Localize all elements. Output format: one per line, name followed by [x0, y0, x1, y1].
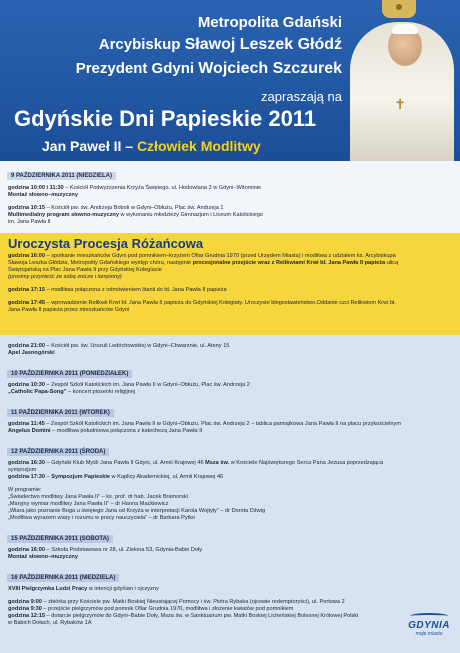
day4-t2-dash: –: [45, 474, 52, 480]
day3-desc: [0, 428, 460, 435]
gdynia-logo: [408, 613, 450, 637]
day1-event2: [0, 205, 460, 212]
procession-p1: [0, 253, 460, 260]
day6-r1-time: godzina 9:00: [8, 599, 42, 605]
day1-e1-text: – Kościół Podwyższenia Krzyża Świętego, ul. Hodowlana 3 w Gdyni–Witominie: [63, 185, 262, 191]
day4-t1-b: Msza św.: [205, 460, 230, 466]
day4-t2-b: Sympozjum Papieskie: [51, 474, 110, 480]
day4-t1-text: – Gdyński Klub Myśli Jana Pawła II Gdyni, ul. Armii Krajowej 46: [45, 460, 206, 466]
day1-event1-desc: [0, 192, 460, 199]
host-title-3: Prezydent Gdyni: [75, 60, 199, 77]
day2-desc: [0, 389, 460, 396]
crest-detail-icon: [396, 4, 402, 10]
host-line-1: Metropolita Gdański: [197, 14, 342, 31]
procession-p2-text: – modlitwa połączona z odmówieniem litanii do bł. Jana Pawła II papieża: [45, 287, 227, 293]
day6-head: [0, 586, 460, 593]
procession-p3-line2: Jana Pawła II papieża przez mieszkańców Gdyni: [8, 307, 130, 313]
procession-title: Uroczysta Procesja Różańcowa: [8, 236, 204, 251]
subtitle-right: Człowiek Modlitwy: [136, 138, 261, 154]
day1-e2-b-rest: w wykonaniu młodzieży Gimnazjum i Liceum Katolickiego: [118, 212, 263, 218]
invite-line: zapraszają na: [261, 89, 342, 104]
day5-b: Montaż słowno–muzyczny: [8, 554, 78, 560]
day4-t1: [0, 460, 460, 467]
day4-t2-time: godzina 17:30: [8, 474, 45, 480]
procession-p1-line2: [0, 260, 460, 267]
day6-date: 16 PAŹDZIERNIKA 2011 (NIEDZIELA): [7, 574, 119, 582]
day6-r2-text: – przejście pielgrzymów pod pomnik Ofiar Grudnia 1970, modlitwa i złożenie kwiatów pod pomnikiem: [41, 606, 294, 612]
day6-r1-text: – zbiórka przy Kościele pw. Matki Boskiej Nieustającej Pomocy i św. Piotra Rybaka (ojcowie redemptoryści), ul. Portowa 2: [41, 599, 345, 605]
day6-r3-line2: w Babich Dołach, ul. Rybaków 1A: [8, 620, 92, 626]
day5-time: godzina 16:00: [8, 547, 45, 553]
day4-program-2: „Maryjny wymiar modlitwy Jana Pawła II” – dr Hanna Mackiewicz: [8, 501, 169, 507]
host-line-3: [76, 60, 342, 78]
procession-p1-l2c: ulicą: [385, 260, 399, 266]
day2-event: [0, 382, 460, 389]
day6-r2-time: godzina 9:30: [8, 606, 42, 612]
pectoral-cross-icon: ✝: [394, 96, 406, 112]
host-line-2: [99, 36, 342, 54]
evening-text: – Kościół pw. św. Urszuli Ledóchowskiej w Gdyni–Chwarznie, ul. Ateny 15: [45, 343, 230, 349]
day5-date: 15 PAŹDZIERNIKA 2011 (SOBOTA): [7, 535, 113, 543]
host-title-2: Arcybiskup: [98, 36, 185, 53]
day1-e1-b: Montaż słowno–muzyczny: [8, 192, 78, 198]
day3-time: godzina 11:45: [8, 421, 45, 427]
logo-name: GDYNIA: [408, 620, 450, 631]
procession-p2: [0, 287, 460, 294]
day5-text: – Szkoła Podstawowa nr 28, ul. Zielona 53, Gdynia-Babie Doły: [45, 547, 203, 553]
day6-r3-text: – dotarcie pielgrzymów do Gdyni–Babie Doły, Msza św. w Sanktuarium pw. Matki Boskiej Licheńskiej Bolesnej Królowej Polski: [45, 613, 359, 619]
day4-program-4: „Modlitwa wyrazem wiary i rozumu w pracy nauczyciela” – dr Barbara Pytko: [8, 515, 196, 521]
day6-r2: [0, 606, 460, 613]
day4-date: 12 PAŹDZIERNIKA 2011 (ŚRODA): [7, 448, 109, 456]
evening-event: [0, 343, 460, 350]
day1-e1-time: godzina 10:00 i 11:30: [8, 185, 64, 191]
day3-text: – Zespół Szkół Katolickich im. Jana Pawła II w Gdyni–Obłużu, Plac św. Andrzeja 2 – tablica pamiątkowa Jana Pawła II na placu przykościelnym: [44, 421, 401, 427]
day3-b-rest: – modlitwa południowa połączona z katechezą Jana Pawła II: [50, 428, 203, 434]
program-lower: [0, 335, 460, 653]
procession-p3-time: godzina 17:45: [8, 300, 45, 306]
day2-text: – Zespół Szkół Katolickich im. Jana Pawła II w Gdyni–Obłużu, Plac św. Andrzeja 2: [45, 382, 250, 388]
procession-p1-time: godzina 16:00: [8, 253, 45, 259]
day5-desc: [0, 554, 460, 561]
evening-b: Apel Jasnogórski: [8, 350, 55, 356]
day5-event: [0, 547, 460, 554]
procession-p1-text: – spotkanie mieszkańców Gdyni pod pomnikiem–krzyżem Ofiar Grudnia 1970 (przed Urzędem Miasta) i modlitwa z udziałem ks. Arcybiskupa: [45, 253, 396, 259]
day1-event1: [0, 185, 460, 192]
day6-r1: [0, 599, 460, 606]
procession-p3: [0, 300, 460, 307]
day1-e2-text: – Kościół pw. św. Andrzeja Boboli w Gdyni–Obłużu, Plac św. Andrzeja 1: [45, 205, 224, 211]
day4-program-head: W programie:: [8, 487, 42, 493]
poster-header: [0, 0, 460, 161]
day4-t1-rest: w Kościele Najświętszego Serca Pana Jezusa poprzedzająca: [229, 460, 384, 466]
procession-section: [0, 233, 460, 335]
day3-b: Angelus Domini: [8, 428, 51, 434]
day2-date: 10 PAŹDZIERNIKA 2011 (PONIEDZIAŁEK): [7, 370, 132, 378]
day4-t1-time: godzina 16:30: [8, 460, 45, 466]
day6-b-rest: w intencji gdyńian i ojczyzny: [87, 586, 159, 592]
day1-e2-b: Multimedialny program słowno-muzyczny: [8, 212, 119, 218]
day1-date: 9 PAŹDZIERNIKA 2011 (NIEDZIELA): [7, 172, 116, 180]
procession-p3-text: – wprowadzenie Relikwii Krwi bł. Jana Pawła II papieża do Gdyńskiej Kolegiaty. Uroczyste błogosławieństwo.Oddanie czci Relikwiom Krwi bł.: [45, 300, 396, 306]
procession-p1-line4: (prosimy przynieść ze sobą znicze i lampiony): [8, 274, 122, 280]
day2-b: „Catholic Papa-Song”: [8, 389, 67, 395]
evening-time: godzina 21:00: [8, 343, 45, 349]
day3-date: 11 PAŹDZIERNIKA 2011 (WTOREK): [7, 409, 114, 417]
day2-time: godzina 10:30: [8, 382, 45, 388]
host-name-2: Sławoj Leszek Głódź: [184, 36, 342, 53]
logo-tagline: moje miasto: [415, 631, 443, 637]
procession-p1-line3: Świętojańską na Plac Jana Pawła II przy Gdyńskiej Kolegiacie: [8, 267, 162, 273]
event-title: Gdyńskie Dni Papieskie 2011: [14, 106, 317, 131]
day4-program-1: „Świadectwo modlitwy Jana Pawła II” – ks. prof. dr hab. Jacek Bramorski: [8, 494, 188, 500]
day4-t2-rest: w Kaplicy Akademickiej, ul. Armii Krajowej 46: [110, 474, 224, 480]
day6-b: XVIII Pielgrzymka Ludzi Pracy: [8, 586, 88, 592]
day1-event2-last: im. Jana Pawła II: [8, 219, 51, 225]
day2-b-rest: – koncert piosenki religijnej: [66, 389, 136, 395]
day6-r3-time: godzina 12:15: [8, 613, 45, 619]
procession-p1-l2a: Sławoja Leszka Głódzia, Metropolity Gdańskiego występ chóru, następnie: [8, 260, 193, 266]
wave-icon: [410, 613, 448, 619]
procession-p2-time: godzina 17:15: [8, 287, 45, 293]
day3-event: [0, 421, 460, 428]
day4-t2: [0, 474, 460, 481]
zucchetto-icon: [392, 24, 418, 34]
day4-t1-line2: sympozjum: [8, 467, 37, 473]
day6-r3: [0, 613, 460, 620]
procession-p1-l2b: procesjonalne przejście wraz z Relikwiami Krwi bł. Jana Pawła II papieża: [192, 260, 386, 266]
evening-desc: [0, 350, 460, 357]
day4-program-3: „Wiara jako poznanie Boga u świętego Jana od Krzyża w interpretacji Karola Wojtyły” – dr Dorota Dźwig: [8, 508, 266, 514]
host-name-3: Wojciech Szczurek: [198, 60, 342, 77]
day1-e2-time: godzina 10:15: [8, 205, 45, 211]
subtitle-left: Jan Paweł II –: [42, 138, 137, 154]
day1-event2-desc: [0, 212, 460, 219]
day1-section: [0, 161, 460, 233]
event-subtitle: [42, 138, 261, 154]
